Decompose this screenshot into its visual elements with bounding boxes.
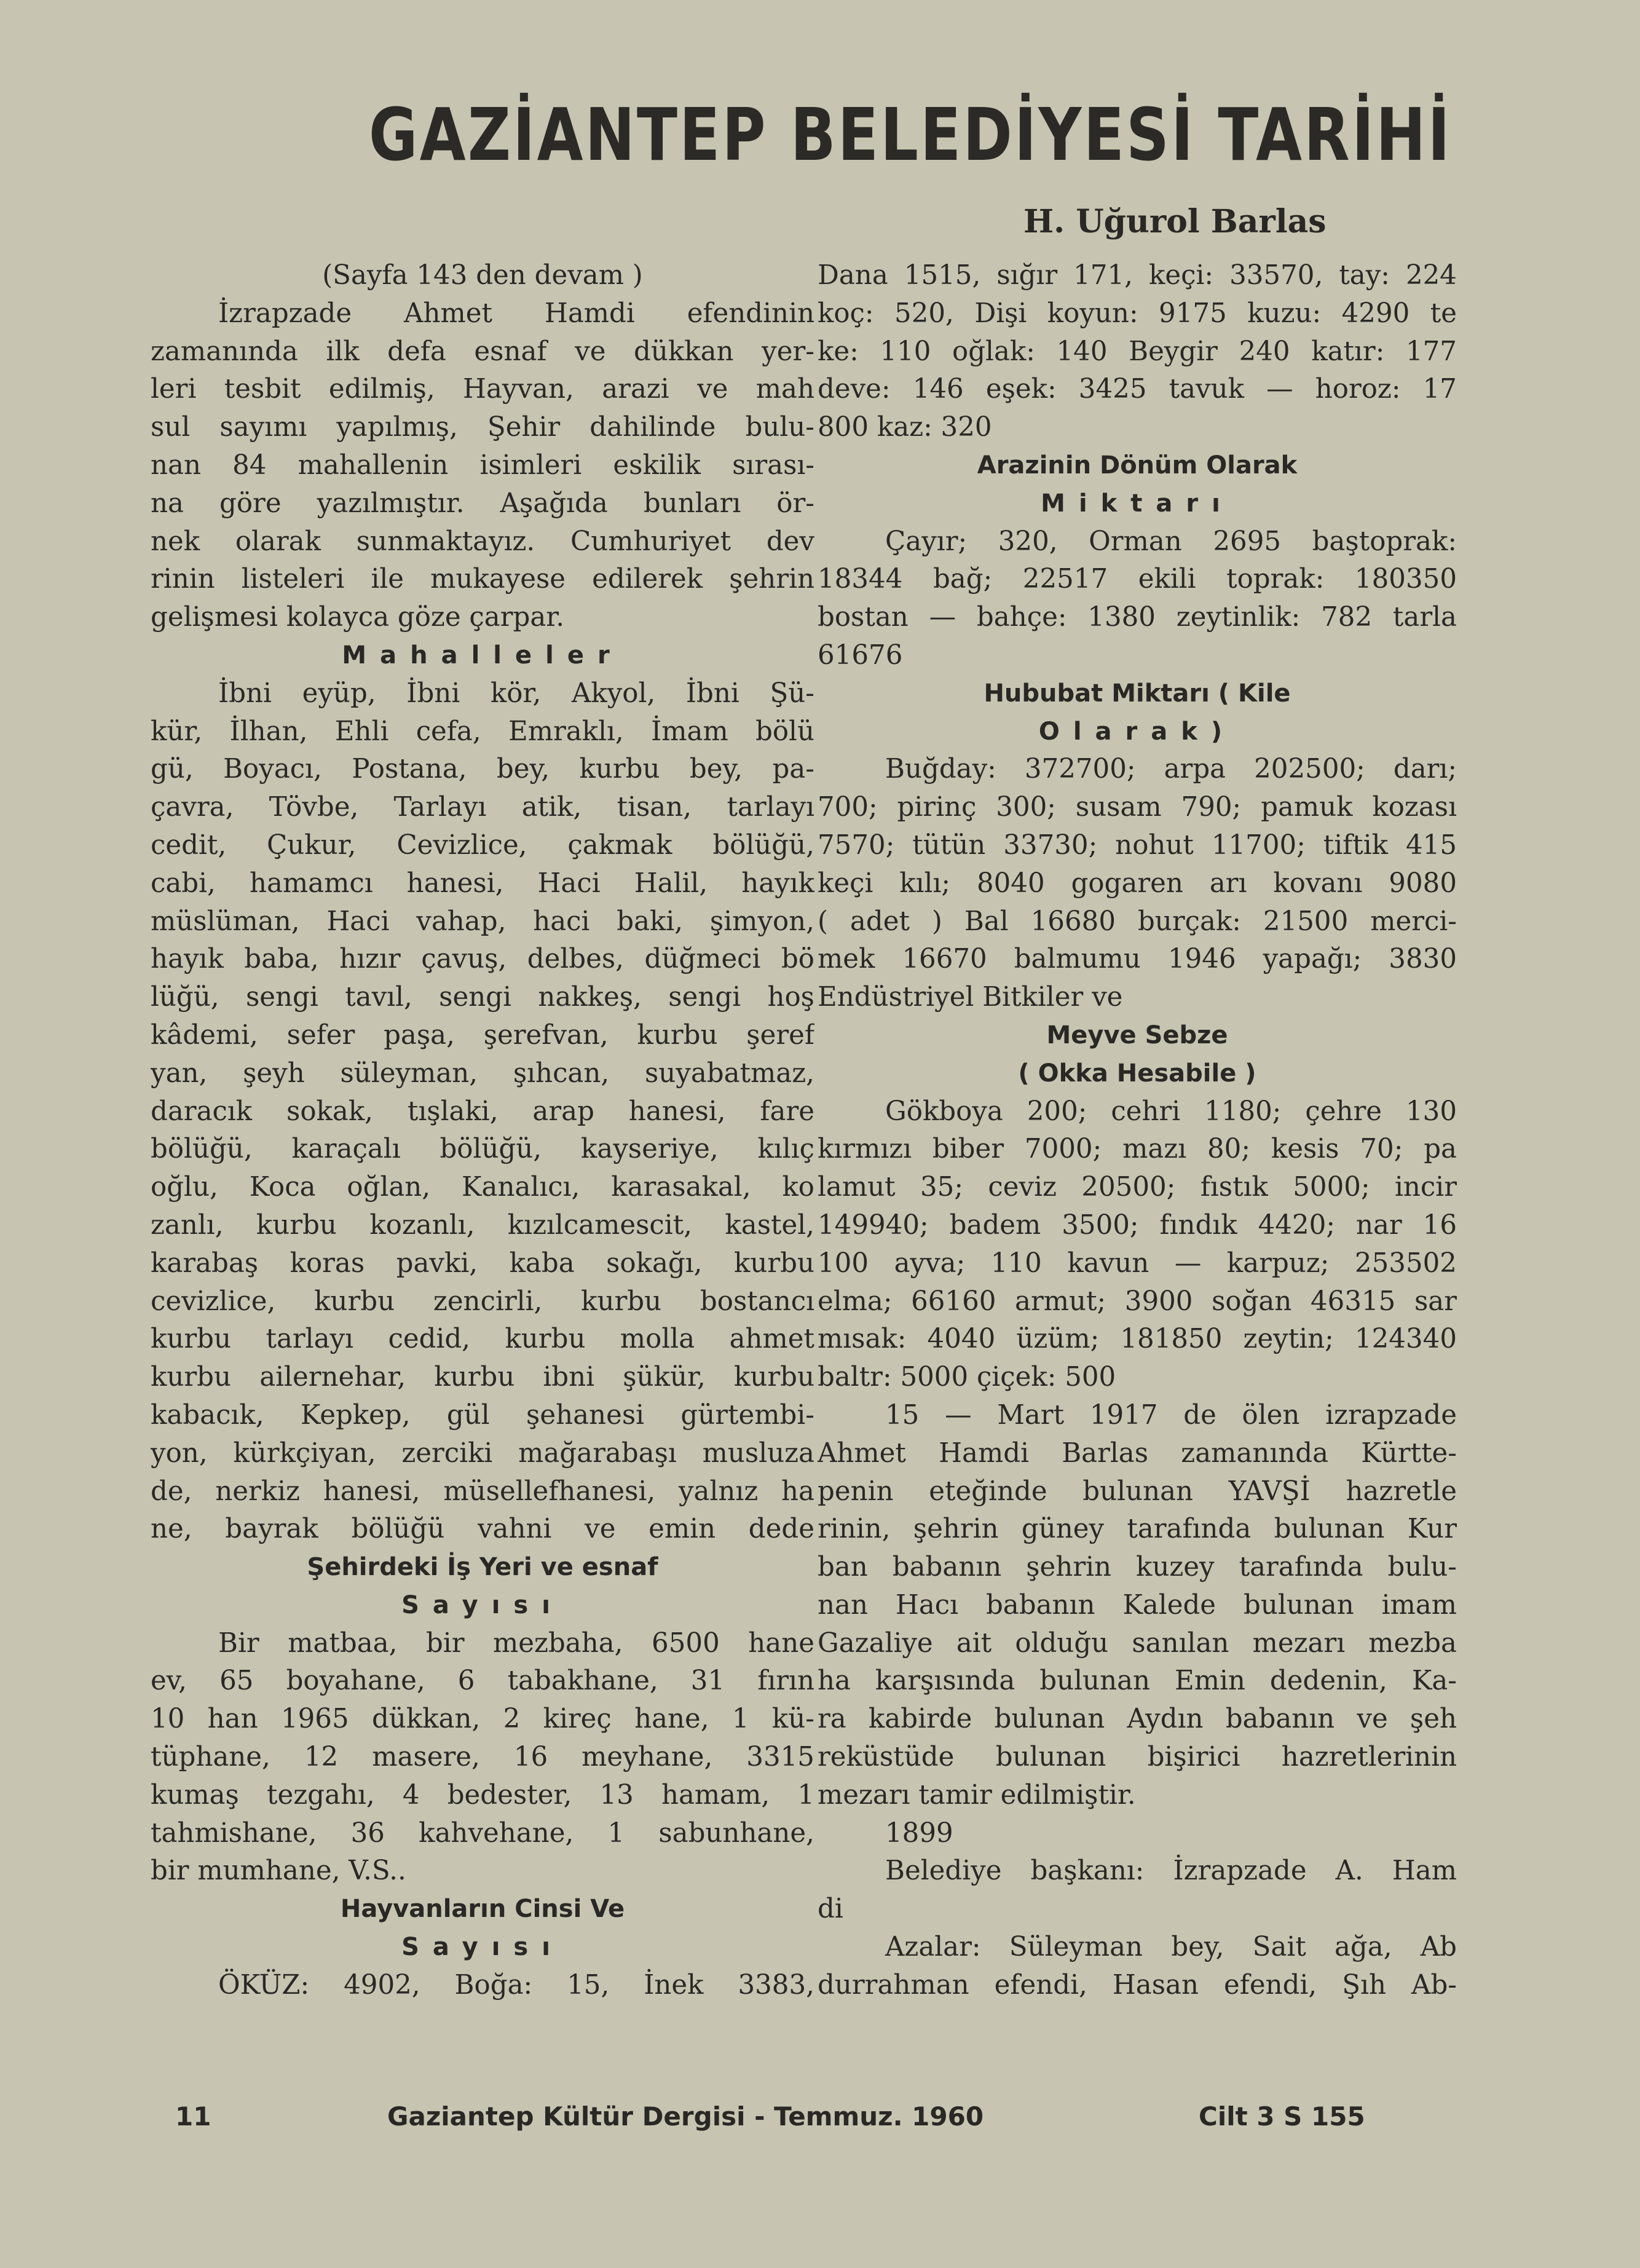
left-text-column: [151, 257, 814, 2005]
text-line: mek 16670 balmumu 1946 yapağı; 3830: [818, 944, 1457, 975]
text-line: penin eteğinde bulunan YAVŞİ hazretle: [818, 1476, 1457, 1507]
text-line: 100 ayva; 110 kavun — karpuz; 253502: [818, 1247, 1457, 1279]
text-line: Gökboya 200; cehri 1180; çehre 130: [885, 1096, 1457, 1127]
article-title: GAZİANTEP BELEDİYESİ TARİHİ: [369, 92, 1452, 177]
text-line: keçi kılı; 8040 gogaren arı kovanı 9080: [818, 867, 1457, 899]
text-line: ( adet ) Bal 16680 burçak: 21500 merci-: [818, 906, 1457, 937]
text-line: ha karşısında bulunan Emin dedenin, Ka-: [818, 1665, 1457, 1697]
text-line: kumaş tezgahı, 4 bedester, 13 hamam, 1: [151, 1779, 814, 1811]
text-line: 18344 bağ; 22517 ekili toprak: 180350: [818, 564, 1457, 595]
text-line: Gazaliye ait olduğu sanılan mezarı mezba: [818, 1627, 1457, 1659]
text-line: Azalar: Süleyman bey, Sait ağa, Ab: [885, 1932, 1457, 1963]
text-line: gü, Boyacı, Postana, bey, kurbu bey, pa-: [151, 754, 814, 785]
text-line: tüphane, 12 masere, 16 meyhane, 3315: [151, 1742, 814, 1773]
text-line: koç: 520, Dişi koyun: 9175 kuzu: 4290 te: [818, 298, 1457, 329]
text-line: nan Hacı babanın Kalede bulunan imam: [818, 1589, 1457, 1621]
text-line: tahmishane, 36 kahvehane, 1 sabunhane,: [151, 1817, 814, 1849]
text-line: İbni eyüp, İbni kör, Akyol, İbni Şü-: [218, 678, 814, 709]
text-line: elma; 66160 armut; 3900 soğan 46315 sar: [818, 1286, 1457, 1317]
text-line: hayık baba, hızır çavuş, delbes, düğmeci bö: [151, 944, 814, 975]
text-line: ra kabirde bulunan Aydın babanın ve şeh: [818, 1704, 1457, 1735]
section-heading: Meyve Sebze: [1046, 1021, 1228, 1049]
text-line: 1899: [885, 1817, 953, 1849]
text-line: kurbu ailernehar, kurbu ibni şükür, kurbu: [151, 1362, 814, 1393]
text-line: İzrapzade Ahmet Hamdi efendinin: [218, 298, 814, 329]
text-line: ÖKÜZ: 4902, Boğa: 15, İnek 3383,: [218, 1969, 814, 2001]
text-line: cedit, Çukur, Cevizlice, çakmak bölüğü,: [151, 829, 814, 861]
text-line: Bir matbaa, bir mezbaha, 6500 hane: [218, 1627, 814, 1659]
text-line: ev, 65 boyahane, 6 tabakhane, 31 fırın: [151, 1665, 814, 1697]
text-line: cabi, hamamcı hanesi, Haci Halil, hayık: [151, 867, 814, 899]
text-line: de, nerkiz hanesi, müsellefhanesi, yalnız ha: [151, 1476, 814, 1507]
text-line: daracık sokak, tışlaki, arap hanesi, fare: [151, 1096, 814, 1127]
text-line: Belediye başkanı: İzrapzade A. Ham: [885, 1855, 1457, 1887]
text-line: kabacık, Kepkep, gül şehanesi gürtembi-: [151, 1399, 814, 1431]
right-text-column: [818, 257, 1457, 2005]
text-line: 7570; tütün 33730; nohut 11700; tiftik 415: [818, 829, 1457, 861]
text-line: bir mumhane, V.S..: [151, 1855, 406, 1887]
text-line: ban babanın şehrin kuzey tarafında bulu-: [818, 1552, 1457, 1583]
text-line: kür, İlhan, Ehli cefa, Emraklı, İmam bölü: [151, 716, 814, 747]
text-line: 61676: [818, 639, 903, 671]
text-line: 149940; badem 3500; fındık 4420; nar 16: [818, 1209, 1457, 1241]
text-line: deve: 146 eşek: 3425 tavuk — horoz: 17: [818, 374, 1457, 405]
text-line: sul sayımı yapılmış, Şehir dahilinde bulu-: [151, 412, 814, 443]
text-line: bostan — bahçe: 1380 zeytinlik: 782 tarla: [818, 602, 1457, 633]
text-line: bölüğü, karaçalı bölüğü, kayseriye, kılıç: [151, 1134, 814, 1165]
section-heading: Hayvanların Cinsi Ve: [340, 1895, 625, 1924]
text-line: Dana 1515, sığır 171, keçi: 33570, tay: 224: [818, 260, 1457, 291]
text-line: 800 kaz: 320: [818, 412, 992, 443]
section-heading: Hububat Miktarı ( Kile: [984, 679, 1291, 708]
text-line: ke: 110 oğlak: 140 Beygir 240 katır: 177: [818, 336, 1457, 367]
text-line: rinin, şehrin güney tarafında bulunan Kur: [818, 1514, 1457, 1545]
text-line: reküstüde bulunan bişirici hazretlerinin: [818, 1742, 1457, 1773]
author-name: H. Uğurol Barlas: [1023, 203, 1327, 240]
text-line: çavra, Tövbe, Tarlayı atik, tisan, tarlayı: [151, 792, 814, 823]
text-line: kâdemi, sefer paşa, şerefvan, kurbu şeref: [151, 1019, 814, 1051]
section-heading: Sayısı: [401, 1590, 564, 1619]
journal-issue: Gaziantep Kültür Dergisi - Temmuz. 1960: [387, 2101, 984, 2132]
text-line: karabaş koras pavki, kaba sokağı, kurbu: [151, 1247, 814, 1279]
text-line: 15 — Mart 1917 de ölen izrapzade: [885, 1399, 1457, 1431]
text-line: Ahmet Hamdi Barlas zamanında Kürtte-: [818, 1437, 1457, 1469]
text-line: yan, şeyh süleyman, şıhcan, suyabatmaz,: [151, 1057, 814, 1089]
text-line: (Sayfa 143 den devam ): [322, 260, 643, 291]
text-line: kırmızı biber 7000; mazı 80; kesis 70; pa: [818, 1134, 1457, 1165]
text-line: müslüman, Haci vahap, haci baki, şimyon,: [151, 906, 814, 937]
text-line: leri tesbit edilmiş, Hayvan, arazi ve mah: [151, 374, 814, 405]
text-line: mısak: 4040 üzüm; 181850 zeytin; 124340: [818, 1324, 1457, 1355]
text-line: Çayır; 320, Orman 2695 baştoprak:: [885, 526, 1457, 557]
section-heading: Arazinin Dönüm Olarak: [977, 451, 1298, 480]
text-line: baltr: 5000 çiçek: 500: [818, 1362, 1116, 1393]
text-line: cevizlice, kurbu zencirli, kurbu bostancı: [151, 1286, 814, 1317]
text-line: Buğday: 372700; arpa 202500; darı;: [885, 754, 1457, 785]
page-number: 11: [175, 2101, 211, 2132]
text-line: rinin listeleri ile mukayese edilerek şehrin: [151, 564, 814, 595]
text-line: na göre yazılmıştır. Aşağıda bunları ör-: [151, 488, 814, 519]
text-line: yon, kürkçiyan, zerciki mağarabaşı musluza: [151, 1437, 814, 1469]
text-line: oğlu, Koca oğlan, Kanalıcı, karasakal, ko: [151, 1172, 814, 1203]
section-heading: Miktarı: [1041, 489, 1234, 518]
text-line: nek olarak sunmaktayız. Cumhuriyet dev: [151, 526, 814, 557]
text-line: nan 84 mahallenin isimleri eskilik sırası-: [151, 449, 814, 481]
text-line: kurbu tarlayı cedid, kurbu molla ahmet: [151, 1324, 814, 1355]
text-line: Endüstriyel Bitkiler ve: [818, 982, 1123, 1013]
text-line: gelişmesi kolayca göze çarpar.: [151, 602, 565, 633]
text-line: lüğü, sengi tavıl, sengi nakkeş, sengi hoş: [151, 982, 814, 1013]
section-heading: ( Okka Hesabile ): [1018, 1059, 1256, 1088]
section-heading: Şehirdeki İş Yeri ve esnaf: [307, 1553, 658, 1582]
text-line: zamanında ilk defa esnaf ve dükkan yer-: [151, 336, 814, 367]
section-heading: Mahalleler: [342, 641, 623, 670]
text-line: zanlı, kurbu kozanlı, kızılcamescit, kastel,: [151, 1209, 814, 1241]
text-line: durrahman efendi, Hasan efendi, Şıh Ab-: [818, 1969, 1457, 2001]
text-line: lamut 35; ceviz 20500; fıstık 5000; incir: [818, 1172, 1457, 1203]
text-line: 700; pirinç 300; susam 790; pamuk kozası: [818, 792, 1457, 823]
text-line: mezarı tamir edilmiştir.: [818, 1779, 1136, 1811]
section-heading: Olarak): [1038, 717, 1236, 746]
text-line: 10 han 1965 dükkan, 2 kireç hane, 1 kü-: [151, 1704, 814, 1735]
text-line: ne, bayrak bölüğü vahni ve emin dede: [151, 1514, 814, 1545]
section-heading: Sayısı: [401, 1933, 564, 1962]
volume-number: Cilt 3 S 155: [1199, 2101, 1365, 2132]
text-line: di: [818, 1894, 843, 1925]
